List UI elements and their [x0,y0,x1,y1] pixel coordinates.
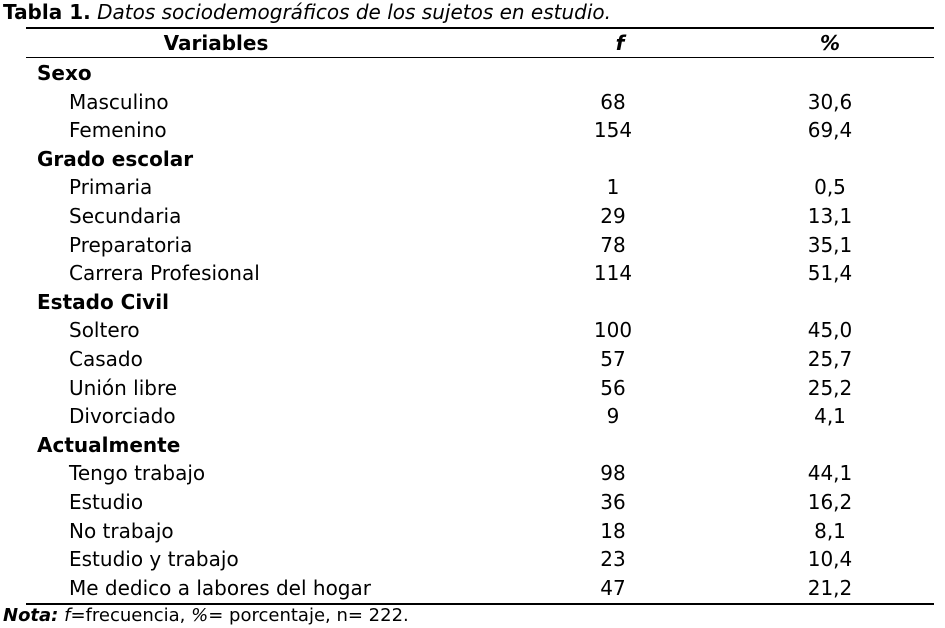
table-row [0,459,945,488]
row-label: Masculino [69,89,169,114]
table-group-row [0,431,945,460]
row-label: Divorciado [69,404,176,429]
percent-cell: 21,2 [807,575,853,600]
table-row [0,374,945,403]
percent-cell: 16,2 [807,489,853,514]
percent-cell: 30,6 [807,89,853,114]
frequency-cell: 100 [593,318,633,343]
row-label: Tengo trabajo [69,461,206,486]
frequency-cell: 68 [600,89,626,114]
table-row [0,517,945,546]
percent-cell: 51,4 [807,261,853,286]
percent-cell: 35,1 [807,232,853,257]
frequency-cell: 154 [593,118,633,143]
frequency-cell: 1 [606,175,620,200]
group-label: Grado escolar [37,146,194,171]
row-label: Casado [69,346,143,371]
note-f-symbol: f [64,605,71,626]
row-label: Secundaria [69,203,182,228]
frequency-cell: 36 [600,489,626,514]
row-label: Me dedico a labores del hogar [69,575,371,600]
frequency-cell: 23 [600,547,626,572]
row-label: Estudio [69,489,144,514]
table-row [0,402,945,431]
percent-cell: 25,7 [807,346,853,371]
frequency-cell: 29 [600,203,626,228]
table-group-row [0,288,945,317]
note-percent-definition: = porcentaje, n= 222. [208,605,409,626]
group-label: Sexo [37,61,92,85]
table-group-row [0,145,945,174]
row-label: No trabajo [69,518,174,543]
row-label: Unión libre [69,375,178,400]
table-group-row [0,59,945,88]
note-percent-symbol: % [191,605,209,626]
percent-cell: 44,1 [807,461,853,486]
frequency-cell: 9 [606,404,620,429]
frequency-cell: 78 [600,232,626,257]
row-label: Carrera Profesional [69,261,260,286]
frequency-cell: 18 [600,518,626,543]
frequency-cell: 57 [600,346,626,371]
header-variables: Variables [163,31,269,55]
percent-cell: 0,5 [814,175,846,200]
header-percent: % [819,31,841,55]
note-label: Nota: [3,605,59,626]
table-row [0,231,945,260]
table-row [0,88,945,117]
percent-cell: 10,4 [807,547,853,572]
table-note [3,604,409,628]
row-label: Preparatoria [69,232,193,257]
note-f-definition: =frecuencia, [70,605,192,626]
table-row [0,574,945,603]
table-row [0,316,945,345]
frequency-cell: 114 [593,261,633,286]
frequency-cell: 56 [600,375,626,400]
table-row [0,116,945,145]
row-label: Primaria [69,175,153,200]
percent-cell: 45,0 [807,318,853,343]
table-body [0,59,945,602]
row-label: Estudio y trabajo [69,547,239,572]
caption-label: Tabla 1. [3,0,91,24]
percent-cell: 25,2 [807,375,853,400]
header-frequency: f [615,31,625,55]
table-row [0,545,945,574]
caption-text: Datos sociodemográficos de los sujetos en estudio. [97,0,612,24]
percent-cell: 13,1 [807,203,853,228]
percent-cell: 69,4 [807,118,853,143]
percent-cell: 4,1 [814,404,846,429]
table-row [0,345,945,374]
group-label: Estado Civil [37,289,169,314]
frequency-cell: 47 [600,575,626,600]
row-label: Femenino [69,118,167,143]
row-label: Soltero [69,318,140,343]
percent-cell: 8,1 [814,518,846,543]
group-label: Actualmente [37,432,181,457]
frequency-cell: 98 [600,461,626,486]
table-row [0,259,945,288]
table-header-rule [26,57,934,58]
table-row [0,173,945,202]
table-row [0,488,945,517]
table-caption [3,0,611,24]
table-row [0,202,945,231]
